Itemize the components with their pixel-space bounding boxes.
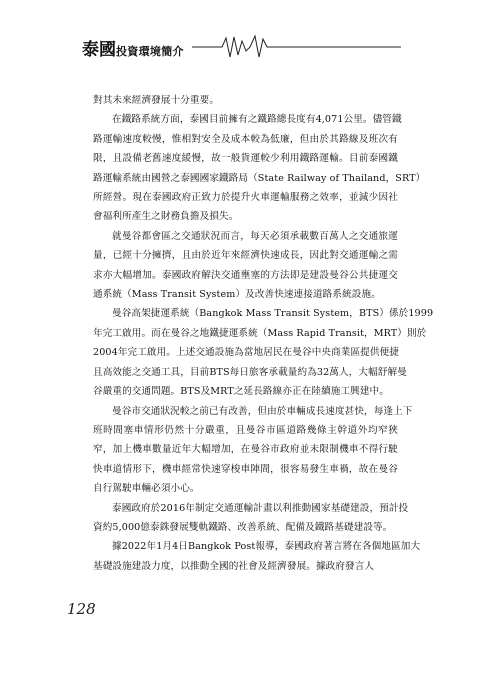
text-line: 2004年完工啟用。上述交通設施為當地居民在曼谷中央商業區提供便捷 — [93, 347, 399, 359]
paragraph — [93, 304, 434, 401]
header-heartbeat-line — [0, 33, 480, 59]
text-line: 且高效能之交通工具，目前BTS每日旅客承載量約為32萬人，大幅舒解曼 — [93, 366, 407, 378]
paragraph — [93, 91, 398, 110]
text-line: 資約5,000億泰銖發展雙軌鐵路、改善系統、配備及鐵路基礎建設等。 — [93, 521, 393, 533]
paragraph — [93, 227, 398, 305]
text-line: 泰國政府於2016年制定交通運輸計畫以利推動國家基礎建設，預計投 — [112, 502, 409, 514]
running-header — [0, 33, 480, 59]
text-line: 基礎設施建設力度，以推動全國的社會及經濟發展。據政府發言人 — [93, 560, 375, 572]
header-title-main: 泰國 — [82, 40, 116, 60]
text-line: 在鐵路系統方面，泰國目前擁有之鐵路總長度有4,071公里。儘管鐵 — [112, 114, 402, 126]
text-line: 所經營。現在泰國政府正致力於提升火車運輸服務之效率，並減少因社 — [93, 192, 398, 204]
page-number: 128 — [67, 600, 96, 618]
paragraph — [93, 402, 413, 499]
paragraph — [93, 537, 421, 576]
text-line: 路運輸系統由國營之泰國國家鐵路局（State Railway of Thailand，SRT） — [93, 172, 426, 184]
text-line: 班時間塞車情形仍然十分嚴重，且曼谷市區道路幾條主幹道外均窄狹 — [93, 424, 398, 436]
text-line: 窄，加上機車數量近年大幅增加，在曼谷市政府並未限制機車不得行駛 — [93, 444, 398, 456]
text-line: 谷嚴重的交通問題。BTS及MRT之延長路線亦正在陸續施工興建中。 — [93, 386, 389, 398]
text-line: 求亦大幅增加。泰國政府解決交通壅塞的方法即是建設曼谷公共捷運交 — [93, 269, 398, 281]
text-line: 限，且設備老舊速度緩慢，故一般貨運較少利用鐵路運輸。目前泰國鐵 — [93, 153, 398, 165]
text-line: 會福利所產生之財務負擔及損失。 — [93, 211, 239, 223]
text-line: 自行駕駛車輛必須小心。 — [93, 483, 200, 495]
text-line: 曼谷市交通狀況較之前已有改善，但由於車輛成長速度甚快，每逢上下 — [112, 405, 413, 417]
text-line: 對其未來經濟發展十分重要。 — [93, 95, 220, 106]
text-line: 年完工啟用。而在曼谷之地鐵捷運系統（Mass Rapid Transit，MRT）則於 — [93, 327, 427, 339]
text-line: 快車道情形下，機車經常快速穿梭車陣間，很容易發生車禍，故在曼谷 — [93, 463, 398, 475]
paragraph — [93, 499, 409, 538]
text-line: 據2022年1月4日Bangkok Post報導，泰國政府著言將在各個地區加大 — [112, 541, 421, 553]
header-title-sub: 投資環境簡介 — [116, 45, 184, 58]
text-line: 路運輸速度較慢，惟相對安全及成本較為低廉，但由於其路線及班次有 — [93, 133, 398, 145]
text-line: 曼谷高架捷運系統（Bangkok Mass Transit System，BTS）係於1999 — [112, 308, 434, 320]
text-line: 通系統（Mass Transit System）及改善快速連接道路系統設施。 — [93, 289, 381, 301]
text-line: 就曼谷都會區之交通狀況而言，每天必須承載數百萬人之交通旅運 — [112, 230, 398, 242]
body-text — [93, 91, 434, 576]
text-line: 量，已經十分擁擠，且由於近年來經濟快速成長，因此對交通運輸之需 — [93, 250, 398, 262]
paragraph — [93, 110, 426, 226]
